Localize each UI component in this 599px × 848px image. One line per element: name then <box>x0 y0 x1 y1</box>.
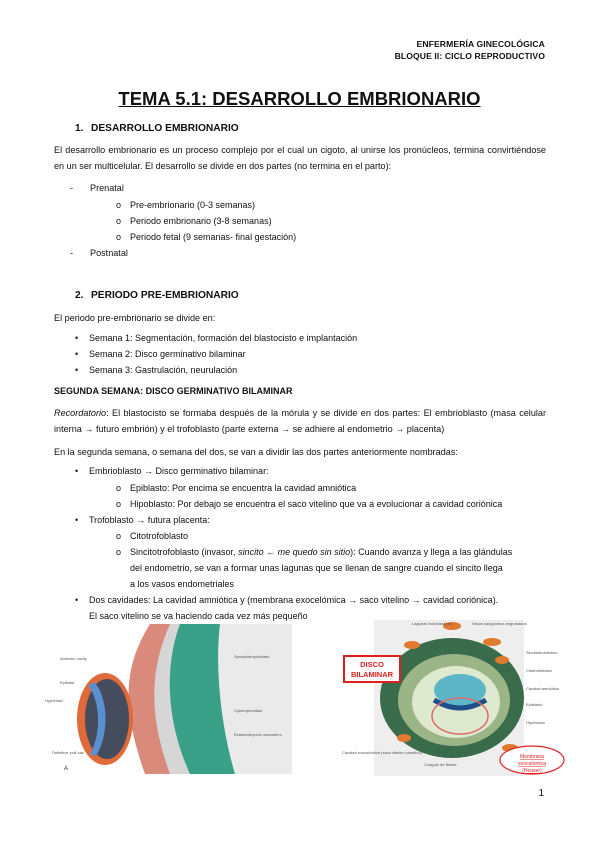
page-title: TEMA 5.1: DESARROLLO EMBRIONARIO <box>118 88 481 109</box>
label-epiblasto: Epiblasto <box>526 702 543 707</box>
stamp-line-1: DISCO <box>360 660 384 669</box>
list-item-postnatal: - Postnatal <box>70 248 128 258</box>
recordatorio-text: : El blastocisto se formaba después de la mórula y se divide en dos partes: El embrioblasto (masa celular interna → futuro embrión) y el trofoblasto (parte externa → se adhiere al endometrio → placenta) <box>54 408 546 434</box>
label-extraembryonic-mesoderm: Extraembryonic mesoderm <box>234 732 282 737</box>
week-label: Semana 3: Gastrulación, neurulación <box>89 365 238 375</box>
document-header <box>395 38 545 62</box>
section-1-heading <box>75 123 239 134</box>
cavidades-line-1: Dos cavidades: La cavidad amniótica y (membrana exocelómica → saco vitelino → cavidad coriónica). <box>89 595 499 605</box>
list-item: o Periodo fetal (9 semanas- final gestación) <box>116 232 297 242</box>
list-item: o Hipoblasto: Por debajo se encuentra el saco vitelino que va a evolucionar a cavidad coriónica <box>116 499 503 509</box>
postnatal-label: Postnatal <box>90 248 128 258</box>
header-block: BLOQUE II: CICLO REPRODUCTIVO <box>394 51 545 61</box>
section-1-title: DESARROLLO EMBRIONARIO <box>91 123 239 134</box>
label-definitive-yolk-sac: Definitive yolk sac <box>52 750 85 755</box>
section-2-number: 2. <box>75 290 84 301</box>
sincito-italic: sincito ← me quedo sin sitio <box>238 547 351 557</box>
list-item: • Semana 1: Segmentación, formación del blastocisto e implantación <box>75 333 358 343</box>
figure-right-bilaminar-disc <box>342 620 566 776</box>
label-syncytiotrophoblast: Syncytiotrophoblast <box>234 654 269 659</box>
list-item: o Citotrofoblasto <box>116 531 189 541</box>
header-course: ENFERMERÍA GINECOLÓGICA <box>416 39 545 49</box>
stamp-line-2: BILAMINAR <box>350 670 394 679</box>
prenatal-item-label: Periodo embrionario (3-8 semanas) <box>130 216 272 226</box>
list-item: o Periodo embrionario (3-8 semanas) <box>116 216 272 226</box>
prenatal-item-label: Periodo fetal (9 semanas- final gestación) <box>130 232 297 242</box>
list-item-trofoblasto: • Trofoblasto → futura placenta: <box>75 515 210 525</box>
section-2-title: PERIODO PRE-EMBRIONARIO <box>91 290 239 301</box>
cavidades-line-2: El saco vitelino se va haciendo cada vez más pequeño <box>89 611 308 621</box>
amniotic-cavity <box>434 674 486 706</box>
list-item: o Pre-embrionario (0-3 semanas) <box>116 200 256 210</box>
section-1-intro: El desarrollo embrionario es un proceso complejo por el cual un cigoto, al unirse los pronúcleos, termina convirtiéndose en un ser multicelular. El desarrollo se divide en dos partes (no termina en el parto): <box>54 145 546 171</box>
page-number: 1 <box>538 788 544 799</box>
list-item-cavidades: • Dos cavidades: La cavidad amniótica y (membrana exocelómica → saco vitelino → cavidad coriónica). <box>75 595 499 605</box>
callout-line-1: Membrana <box>520 754 544 760</box>
extraembryonic-layer <box>218 624 292 774</box>
citotrofoblasto-label: Citotrofoblasto <box>130 531 189 541</box>
section-2-intro: El periodo pre-embrionario se divide en: <box>54 313 216 323</box>
week-label: Semana 2: Disco germinativo bilaminar <box>89 349 246 359</box>
label-cytotrophoblast: Cytotrophoblast <box>234 708 263 713</box>
callout-line-2: exocelómica <box>518 761 546 767</box>
section-2-heading <box>75 290 239 301</box>
prenatal-item-label: Pre-embrionario (0-3 semanas) <box>130 200 256 210</box>
epiblasto-label: Epiblasto: Por encima se encuentra la cavidad amniótica <box>130 483 357 493</box>
label-lagunas: Lagunas trofoblásticas <box>412 621 453 626</box>
list-item-prenatal: - Prenatal <box>70 183 124 193</box>
list-item: o Epiblasto: Por encima se encuentra la cavidad amniótica <box>116 483 357 493</box>
sincito-text-a: Sincitotrofoblasto (invasor, <box>130 547 239 557</box>
label-hypoblast: Hypoblast <box>45 698 63 703</box>
second-week-paragraph: En la segunda semana, o semana del dos, se van a dividir las dos partes anteriormente nombradas: <box>54 447 458 457</box>
label-vasos: Vasos sanguíneos engrosados <box>472 621 527 626</box>
recordatorio-label: Recordatorio <box>54 408 107 418</box>
hipoblasto-label: Hipoblasto: Por debajo se encuentra el saco vitelino que va a evolucionar a cavidad coriónica <box>130 499 503 509</box>
label-epiblast: Epiblast <box>60 680 75 685</box>
label-hipoblasto: Hipoblasto <box>526 720 545 725</box>
list-item: o Sincitotrofoblasto (invasor, sincito ← me quedo sin sitio): Cuando avanza y llega a las glándulas <box>116 547 513 557</box>
prenatal-label: Prenatal <box>90 183 124 193</box>
label-sincitiotrofoblasto: Sincitiotrofoblasto <box>526 650 558 655</box>
sincito-line-2: del endometrio, se van a formar unas lagunas que se llenan de sangre cuando el sincito llega <box>130 563 503 573</box>
subsection-heading: SEGUNDA SEMANA: DISCO GERMINATIVO BILAMINAR <box>54 386 293 396</box>
trofoblasto-label: Trofoblasto → futura placenta: <box>89 515 210 525</box>
label-cavidad-amniotica: Cavidad amniótica <box>526 686 559 691</box>
embrioblasto-label: Embrioblasto → Disco germinativo bilaminar: <box>89 466 269 476</box>
sincito-text-b: ): Cuando avanza y llega a las glándulas <box>350 547 513 557</box>
list-item-embrioblasto: • Embrioblasto → Disco germinativo bilaminar: <box>75 466 269 476</box>
section-1-number: 1. <box>75 123 84 134</box>
sincito-line-3: a los vasos endometriales <box>130 579 235 589</box>
list-item: • Semana 3: Gastrulación, neurulación <box>75 365 238 375</box>
label-citotrofoblasto: Citotrofoblasto <box>526 668 552 673</box>
label-cavidad-exocelomica: Cavidad exocelómica (saco vitelino primitivo) <box>342 750 422 755</box>
panel-letter: A <box>64 766 69 772</box>
callout-line-3: (Heuser) <box>522 768 542 774</box>
label-amniotic-cavity: Amniotic cavity <box>60 656 87 661</box>
list-item: • Semana 2: Disco germinativo bilaminar <box>75 349 246 359</box>
week-label: Semana 1: Segmentación, formación del blastocisto e implantación <box>89 333 358 343</box>
figure-left-bilaminar-disc <box>30 624 292 774</box>
recordatorio-paragraph <box>54 405 546 437</box>
label-coagulo: Coágulo de fibrina <box>424 762 457 767</box>
